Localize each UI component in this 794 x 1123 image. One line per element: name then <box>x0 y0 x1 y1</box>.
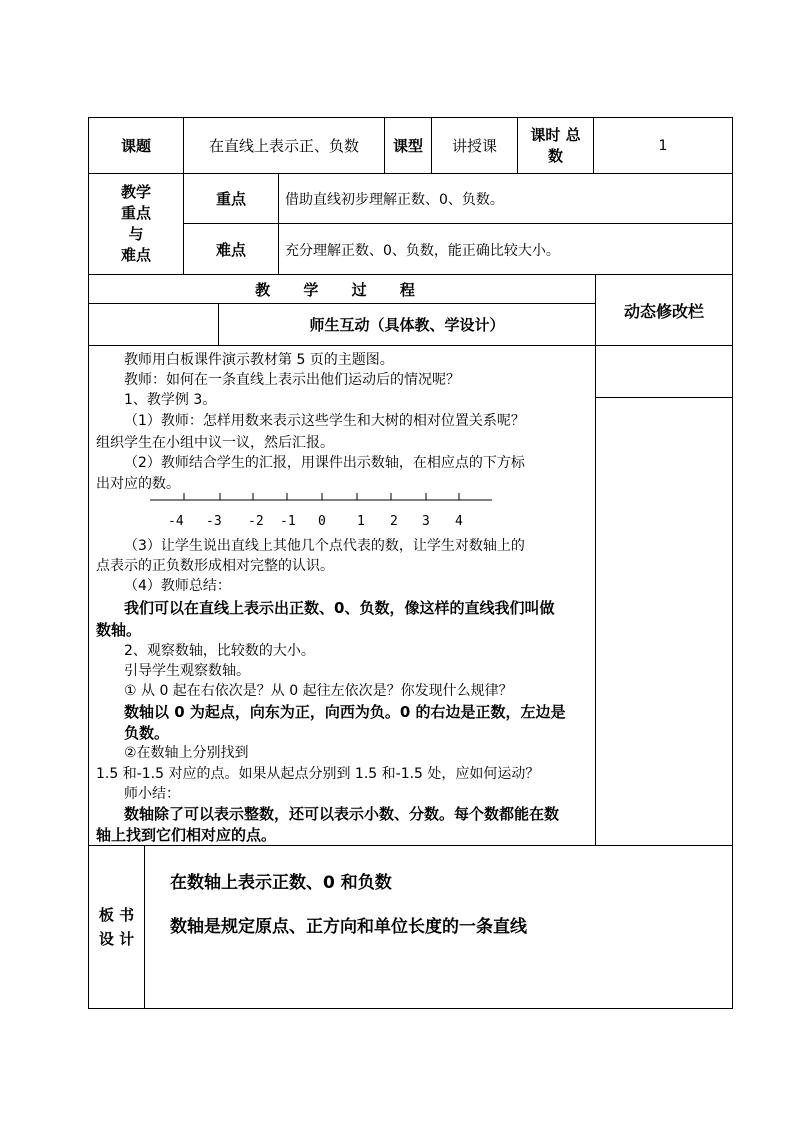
summary-line: 轴上找到它们相对应的点。 <box>96 826 277 844</box>
board-label-line: 板 书 <box>98 906 135 924</box>
summary-line: 数轴以 0 为起点，向东为正，向西为负。0 的右边是正数，左边是 <box>124 703 566 721</box>
summary-line: 我们可以在直线上表示出正数、0、负数，像这样的直线我们叫做 <box>124 599 555 617</box>
summary-line: 负数。 <box>124 724 170 742</box>
hours-label-line1: 课时 总 <box>530 125 581 144</box>
summary-line: 数轴。 <box>96 621 142 639</box>
content-line: 1、教学例 3。 <box>124 392 217 408</box>
content-line: （2）教师结合学生的汇报，用课件出示数轴，在相应点的下方标 <box>124 455 525 471</box>
content-line: 出对应的数。 <box>96 476 180 492</box>
content-line: （1）教师：怎样用数来表示这些学生和大树的相对位置关系呢？ <box>124 413 525 429</box>
content-line: 师小结： <box>124 786 180 802</box>
type-value: 讲授课 <box>451 137 497 155</box>
number-line-tick-label: -3 <box>206 514 222 529</box>
content-line: 引导学生观察数轴。 <box>124 663 250 679</box>
focus-section-label <box>89 174 183 274</box>
board-line-1: 在数轴上表示正数、0 和负数 <box>170 873 392 893</box>
hours-label <box>518 118 593 173</box>
number-line-tick-label: -2 <box>248 514 264 529</box>
number-line-tick-label: -4 <box>168 514 184 529</box>
number-line-tick-label: 2 <box>390 514 398 529</box>
grid-line <box>278 173 279 274</box>
content-line: 教师用白板课件演示教材第 5 页的主题图。 <box>124 352 394 368</box>
grid-line <box>144 845 145 1008</box>
board-design-label <box>89 846 144 1008</box>
content-line: （4）教师总结： <box>124 578 231 594</box>
board-line-2: 数轴是规定原点、正方向和单位长度的一条直线 <box>170 917 527 937</box>
number-line-tick-label: 4 <box>455 514 463 529</box>
number-line-tick-label: 0 <box>318 514 326 529</box>
type-label: 课型 <box>392 137 423 155</box>
topic-value: 在直线上表示正、负数 <box>208 137 359 155</box>
content-line: ②在数轴上分别找到 <box>124 745 249 761</box>
content-line: 组织学生在小组中议一议，然后汇报。 <box>96 435 334 451</box>
content-line: 2、观察数轴，比较数的大小。 <box>124 643 315 659</box>
process-title: 教 学 过 程 <box>255 280 429 299</box>
difficult-point-label: 难点 <box>215 240 246 259</box>
key-point-value: 借助直线初步理解正数、0、负数。 <box>285 192 504 208</box>
grid-line <box>595 274 596 845</box>
focus-label-line: 教学 <box>120 183 151 201</box>
number-line-tick-label: -1 <box>280 514 296 529</box>
content-line: ① 从 0 起在右依次是？从 0 起往左依次是？你发现什么规律？ <box>124 683 513 699</box>
grid-line <box>732 117 733 1009</box>
focus-label-line: 重点 <box>120 204 151 222</box>
board-label-line: 设 计 <box>98 930 135 948</box>
grid-line <box>88 845 733 846</box>
revision-column-title: 动态修改栏 <box>623 301 704 321</box>
grid-line <box>88 345 733 346</box>
focus-label-line: 与 <box>128 225 144 243</box>
hours-value: 1 <box>658 137 668 154</box>
hours-label-line2: 数 <box>547 146 563 165</box>
number-line-tick-label: 1 <box>357 514 365 529</box>
content-line: （3）让学生说出直线上其他几个点代表的数，让学生对数轴上的 <box>124 538 525 554</box>
difficult-point-value: 充分理解正数、0、负数，能正确比较大小。 <box>285 243 560 259</box>
content-line: 教师：如何在一条直线上表示出他们运动后的情况呢？ <box>124 372 460 388</box>
number-line-tick-label: 3 <box>422 514 430 529</box>
content-line: 点表示的正负数形成相对完整的认识。 <box>96 558 334 574</box>
grid-line <box>88 1008 733 1009</box>
focus-label-line: 难点 <box>120 246 151 264</box>
number-line <box>150 490 500 510</box>
content-line: 1.5 和-1.5 对应的点。如果从起点分别到 1.5 和-1.5 处，应如何运动？ <box>96 766 540 782</box>
grid-line <box>595 397 733 398</box>
summary-line: 数轴除了可以表示整数，还可以表示小数、分数。每个数都能在数 <box>124 805 560 823</box>
topic-label: 课题 <box>120 137 151 155</box>
interaction-header: 师生互动（具体教、学设计） <box>309 316 505 334</box>
key-point-label: 重点 <box>215 190 246 208</box>
